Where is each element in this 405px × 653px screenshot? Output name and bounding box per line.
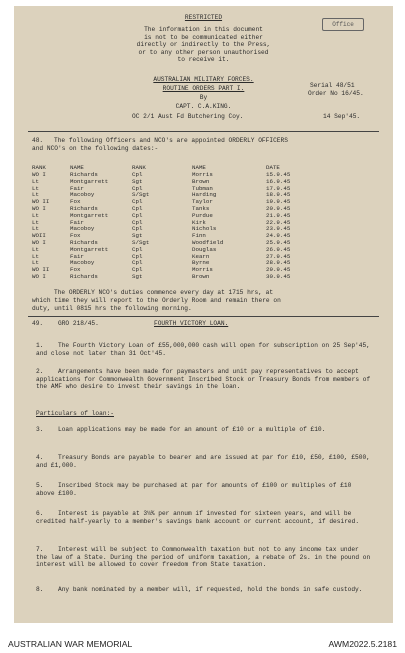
cell: Richards (70, 272, 98, 280)
section-49-title: FOURTH VICTORY LOAN. (154, 320, 229, 327)
cell: WO I (32, 171, 46, 178)
office-stamp: Office (322, 18, 364, 31)
cell: Fair (70, 252, 84, 260)
cell: Cpl (132, 266, 143, 274)
cell: Taylor (192, 198, 213, 206)
para-7-number: 7. (36, 546, 44, 553)
cell: 21.9.45 (266, 211, 291, 219)
cell: WO I (32, 238, 46, 246)
cell: S/Sgt (132, 191, 150, 199)
cell: 29.9.45 (266, 266, 291, 274)
cell: Kearn (192, 252, 210, 260)
cell: 25.9.45 (266, 238, 291, 246)
para-8-text: Any bank nominated by a member will, if requested, hold the bonds in safe custody. (58, 586, 363, 593)
col-name-2: NAME (192, 163, 206, 171)
cell: Lt (32, 218, 39, 226)
para-2-text: Arrangements have been made for paymasters and unit pay representatives to accept applications for Commonwealth Government Inscribed Stock or Treasury Bonds from members of the AMF who desire to invest their savings in the loan. (36, 368, 371, 391)
para-6-text: Interest is payable at 3¼% per annum if invested for sixteen years, and will be credited half-yearly to a member's savings bank account or current account, if desired. (36, 510, 360, 525)
orderly-roster-table (32, 164, 326, 281)
notice-line-4: or to any other person unauthorised (138, 48, 269, 56)
section-49-number: 49. (32, 320, 44, 327)
order-number: Order No 16/45. (308, 90, 364, 97)
cell: Sgt (132, 272, 143, 280)
cell: Cpl (132, 245, 143, 253)
duties-line-2: which time they will report to the Orderly Room and remain there on (32, 297, 281, 304)
duties-line-1: The ORDERLY NCO's duties commence every day at 1715 hrs, at (54, 289, 274, 296)
cell: 28.9.45 (266, 259, 291, 267)
cell: Fair (70, 218, 84, 226)
cell: Cpl (132, 225, 143, 233)
para-4-text: Treasury Bonds are payable to bearer and are issued at par for £10, £50, £100, £500, and £1,000. (36, 454, 370, 469)
para-3-text: Loan applications may be made for an amount of £10 or a multiple of £10. (58, 426, 326, 433)
cell: Morris (192, 266, 213, 274)
cell: Lt (32, 177, 39, 185)
cell: Purdue (192, 211, 213, 219)
section-48-number: 48. (32, 137, 44, 144)
cell: Montgarrett (70, 211, 109, 219)
cell: Finn (192, 232, 206, 240)
cell: Cpl (132, 252, 143, 260)
cell: 15.9.45 (266, 171, 291, 178)
cell: 23.9.45 (266, 225, 291, 233)
col-rank-2: RANK (132, 163, 146, 171)
para-7-text: Interest will be subject to Commonwealth taxation but not to any income tax under the law of a State. During the period of uniform taxation, a rebate of 2s. in the pound on interest will be allowed to cover freedom from State taxation. (36, 546, 371, 569)
cell: Cpl (132, 211, 143, 219)
col-rank-1: RANK (32, 163, 46, 171)
cell: Fox (70, 266, 81, 274)
cell: Cpl (132, 204, 143, 212)
cell: Cpl (132, 171, 143, 178)
cell: Brown (192, 177, 210, 185)
para-5-text: Inscribed Stock may be purchased at par for amounts of £100 or multiples of £10 above £100. (36, 482, 352, 497)
document-page (14, 6, 393, 623)
cell: 24.9.45 (266, 232, 291, 240)
cell: S/Sgt (132, 238, 150, 246)
unit-line: OC 2/1 Aust Fd Butchering Coy. (132, 113, 244, 120)
cell: WO II (32, 266, 50, 274)
cell: 16.9.45 (266, 177, 291, 185)
col-name-1: NAME (70, 163, 84, 171)
classification-label: RESTRICTED (184, 14, 223, 21)
cell: 19.9.45 (266, 198, 291, 206)
notice-line-2: is not to be communicated either (144, 33, 263, 41)
cell: Montgarrett (70, 177, 109, 185)
cell: WO I (32, 204, 46, 212)
cell: Cpl (132, 218, 143, 226)
orders-title: ROUTINE ORDERS PART I. (162, 85, 245, 92)
para-2-number: 2. (36, 368, 44, 375)
cell: Richards (70, 204, 98, 212)
catalogue-number: AWM2022.5.2181 (328, 639, 397, 649)
cell: WOII (32, 232, 46, 240)
cell: Fair (70, 184, 84, 192)
cell: Lt (32, 191, 39, 199)
cell: Fox (70, 232, 81, 240)
cell: Fox (70, 198, 81, 206)
cell: 26.9.45 (266, 245, 291, 253)
cell: 18.9.45 (266, 191, 291, 199)
cell: Lt (32, 259, 39, 267)
cell: Cpl (132, 184, 143, 192)
cell: 27.9.45 (266, 252, 291, 260)
cell: Woodfield (192, 238, 224, 246)
cell: WO I (32, 272, 46, 280)
notice-line-1: The information in this document (144, 26, 263, 33)
cell: Kirk (192, 218, 206, 226)
cell: Nichols (192, 225, 217, 233)
cell: Richards (70, 238, 98, 246)
cell: Cpl (132, 259, 143, 267)
cell: Harding (192, 191, 217, 199)
divider-top (28, 131, 379, 132)
cell: Morris (192, 171, 213, 178)
cell: Lt (32, 225, 39, 233)
cell: Lt (32, 211, 39, 219)
cell: Lt (32, 184, 39, 192)
cell: Montgarrett (70, 245, 109, 253)
particulars-heading: Particulars of loan:- (36, 410, 114, 417)
para-1-text: The Fourth Victory Loan of £55,000,000 cash will open for subscription on 25 Sep'45, and close not later than 31 Oct'45. (36, 342, 370, 357)
cell: Tubman (192, 184, 213, 192)
duties-line-3: duty, until 0815 hrs the following morning. (32, 305, 192, 312)
force-heading: AUSTRALIAN MILITARY FORCES. (153, 76, 254, 83)
institution-name: AUSTRALIAN WAR MEMORIAL (8, 639, 133, 649)
cell: Tanks (192, 204, 210, 212)
section-48-intro-1: The following Officers and NCO's are appointed ORDERLY OFFICERS (54, 137, 288, 144)
para-8-number: 8. (36, 586, 44, 593)
section-49-ref: GRO 218/45. (58, 320, 99, 327)
cell: Lt (32, 245, 39, 253)
cell: WO II (32, 198, 50, 206)
para-6-number: 6. (36, 510, 44, 517)
cell: Lt (32, 252, 39, 260)
cell: Brown (192, 272, 210, 280)
by-line: By (199, 94, 208, 101)
cell: Macoboy (70, 191, 95, 199)
cell: 17.9.45 (266, 184, 291, 192)
officer-name: CAPT. C.A.KING. (175, 103, 232, 110)
para-5-number: 5. (36, 482, 44, 489)
cell: 22.9.45 (266, 218, 291, 226)
notice-line-5: to receive it. (177, 56, 230, 63)
cell: Byrne (192, 259, 210, 267)
para-1-number: 1. (36, 342, 44, 349)
cell: Cpl (132, 198, 143, 206)
serial-number: Serial 48/51 (310, 82, 355, 89)
para-4-number: 4. (36, 454, 44, 461)
cell: 20.9.45 (266, 204, 291, 212)
table-row (32, 274, 326, 281)
cell: 30.9.45 (266, 272, 291, 280)
cell: Macoboy (70, 225, 95, 233)
cell: Richards (70, 171, 98, 178)
cell: Douglas (192, 245, 217, 253)
order-date: 14 Sep'45. (323, 113, 361, 120)
cell: Sgt (132, 177, 143, 185)
archive-footer (0, 636, 405, 653)
divider-middle (28, 316, 379, 317)
cell: Macoboy (70, 259, 95, 267)
cell: Sgt (132, 232, 143, 240)
section-48-intro-2: and NCO's on the following dates:- (32, 145, 159, 152)
notice-line-3: directly or indirectly to the Press, (136, 41, 271, 48)
para-3-number: 3. (36, 426, 44, 433)
col-date: DATE (266, 163, 280, 171)
